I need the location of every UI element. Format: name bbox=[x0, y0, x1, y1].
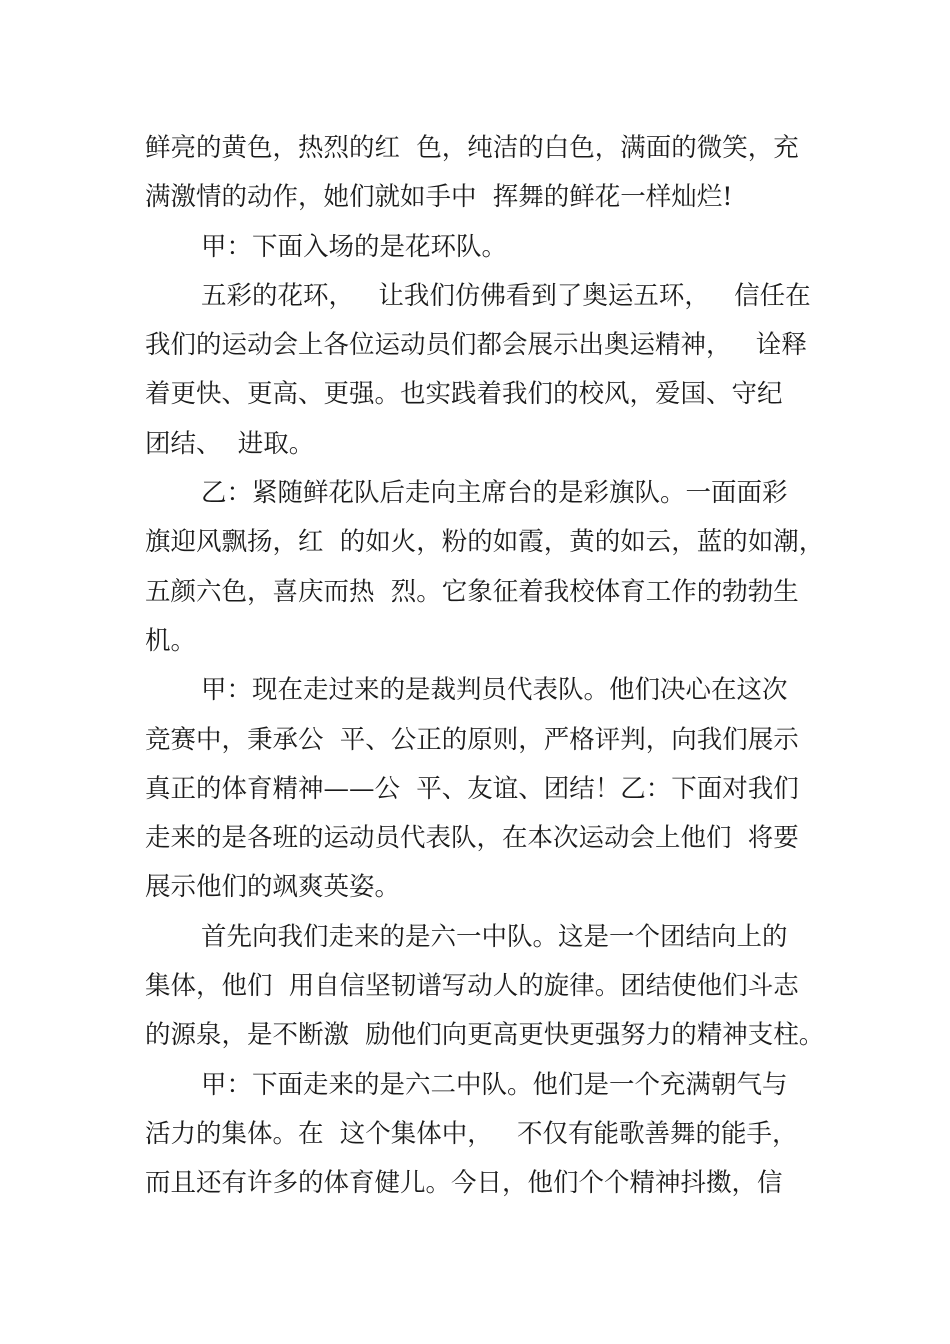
text-line-2: 满激情的动作，她们就如手中 挥舞的鲜花一样灿烂! bbox=[145, 182, 733, 213]
text-line-10: 五颜六色，喜庆而热 烈。它象征着我校体育工作的勃勃生 bbox=[145, 576, 799, 607]
text-line-7: 团结、 进取。 bbox=[145, 428, 315, 459]
text-line-6: 着更快、更高、更强。也实践着我们的校风，爱国、守纪 bbox=[145, 379, 783, 410]
text-line-19: 的源泉，是不断激 励他们向更高更快更强努力的精神支柱。 bbox=[145, 1020, 825, 1051]
text-line-16: 展示他们的飒爽英姿。 bbox=[145, 872, 401, 903]
text-line-17: 首先向我们走来的是六一中队。这是一个团结向上的 bbox=[201, 921, 788, 952]
text-line-4: 五彩的花环， 让我们仿佛看到了奥运五环， 信任在 bbox=[201, 280, 811, 311]
text-line-20: 甲：下面走来的是六二中队。他们是一个充满朝气与 bbox=[201, 1069, 788, 1100]
text-line-1: 鲜亮的黄色，热烈的红 色，纯洁的白色，满面的微笑，充 bbox=[145, 133, 799, 163]
text-line-3: 甲：下面入场的是花环队。 bbox=[201, 231, 508, 262]
text-line-8: 乙：紧随鲜花队后走向主席台的是彩旗队。一面面彩 bbox=[201, 478, 788, 509]
text-line-13: 竞赛中，秉承公 平、公正的原则，严格评判，向我们展示 bbox=[145, 724, 799, 755]
text-line-22: 而且还有许多的体育健儿。今日，他们个个精神抖擞，信 bbox=[145, 1168, 783, 1199]
text-line-12: 甲：现在走过来的是裁判员代表队。他们决心在这次 bbox=[201, 675, 788, 706]
text-line-9: 旗迎风飘扬，红 的如火，粉的如霞，黄的如云，蓝的如潮， bbox=[145, 527, 825, 558]
text-line-11: 机。 bbox=[145, 625, 197, 656]
text-line-15: 走来的是各班的运动员代表队，在本次运动会上他们 将要 bbox=[145, 823, 799, 854]
text-line-14: 真正的体育精神——公 平、友谊、团结！乙：下面对我们 bbox=[145, 773, 799, 804]
text-line-21: 活力的集体。在 这个集体中， 不仅有能歌善舞的能手， bbox=[145, 1118, 798, 1149]
text-line-18: 集体，他们 用自信坚韧谱写动人的旋律。团结使他们斗志 bbox=[145, 971, 799, 1002]
body-text bbox=[145, 124, 825, 1209]
text-line-5: 我们的运动会上各位运动员们都会展示出奥运精神， 诠释 bbox=[145, 330, 807, 361]
